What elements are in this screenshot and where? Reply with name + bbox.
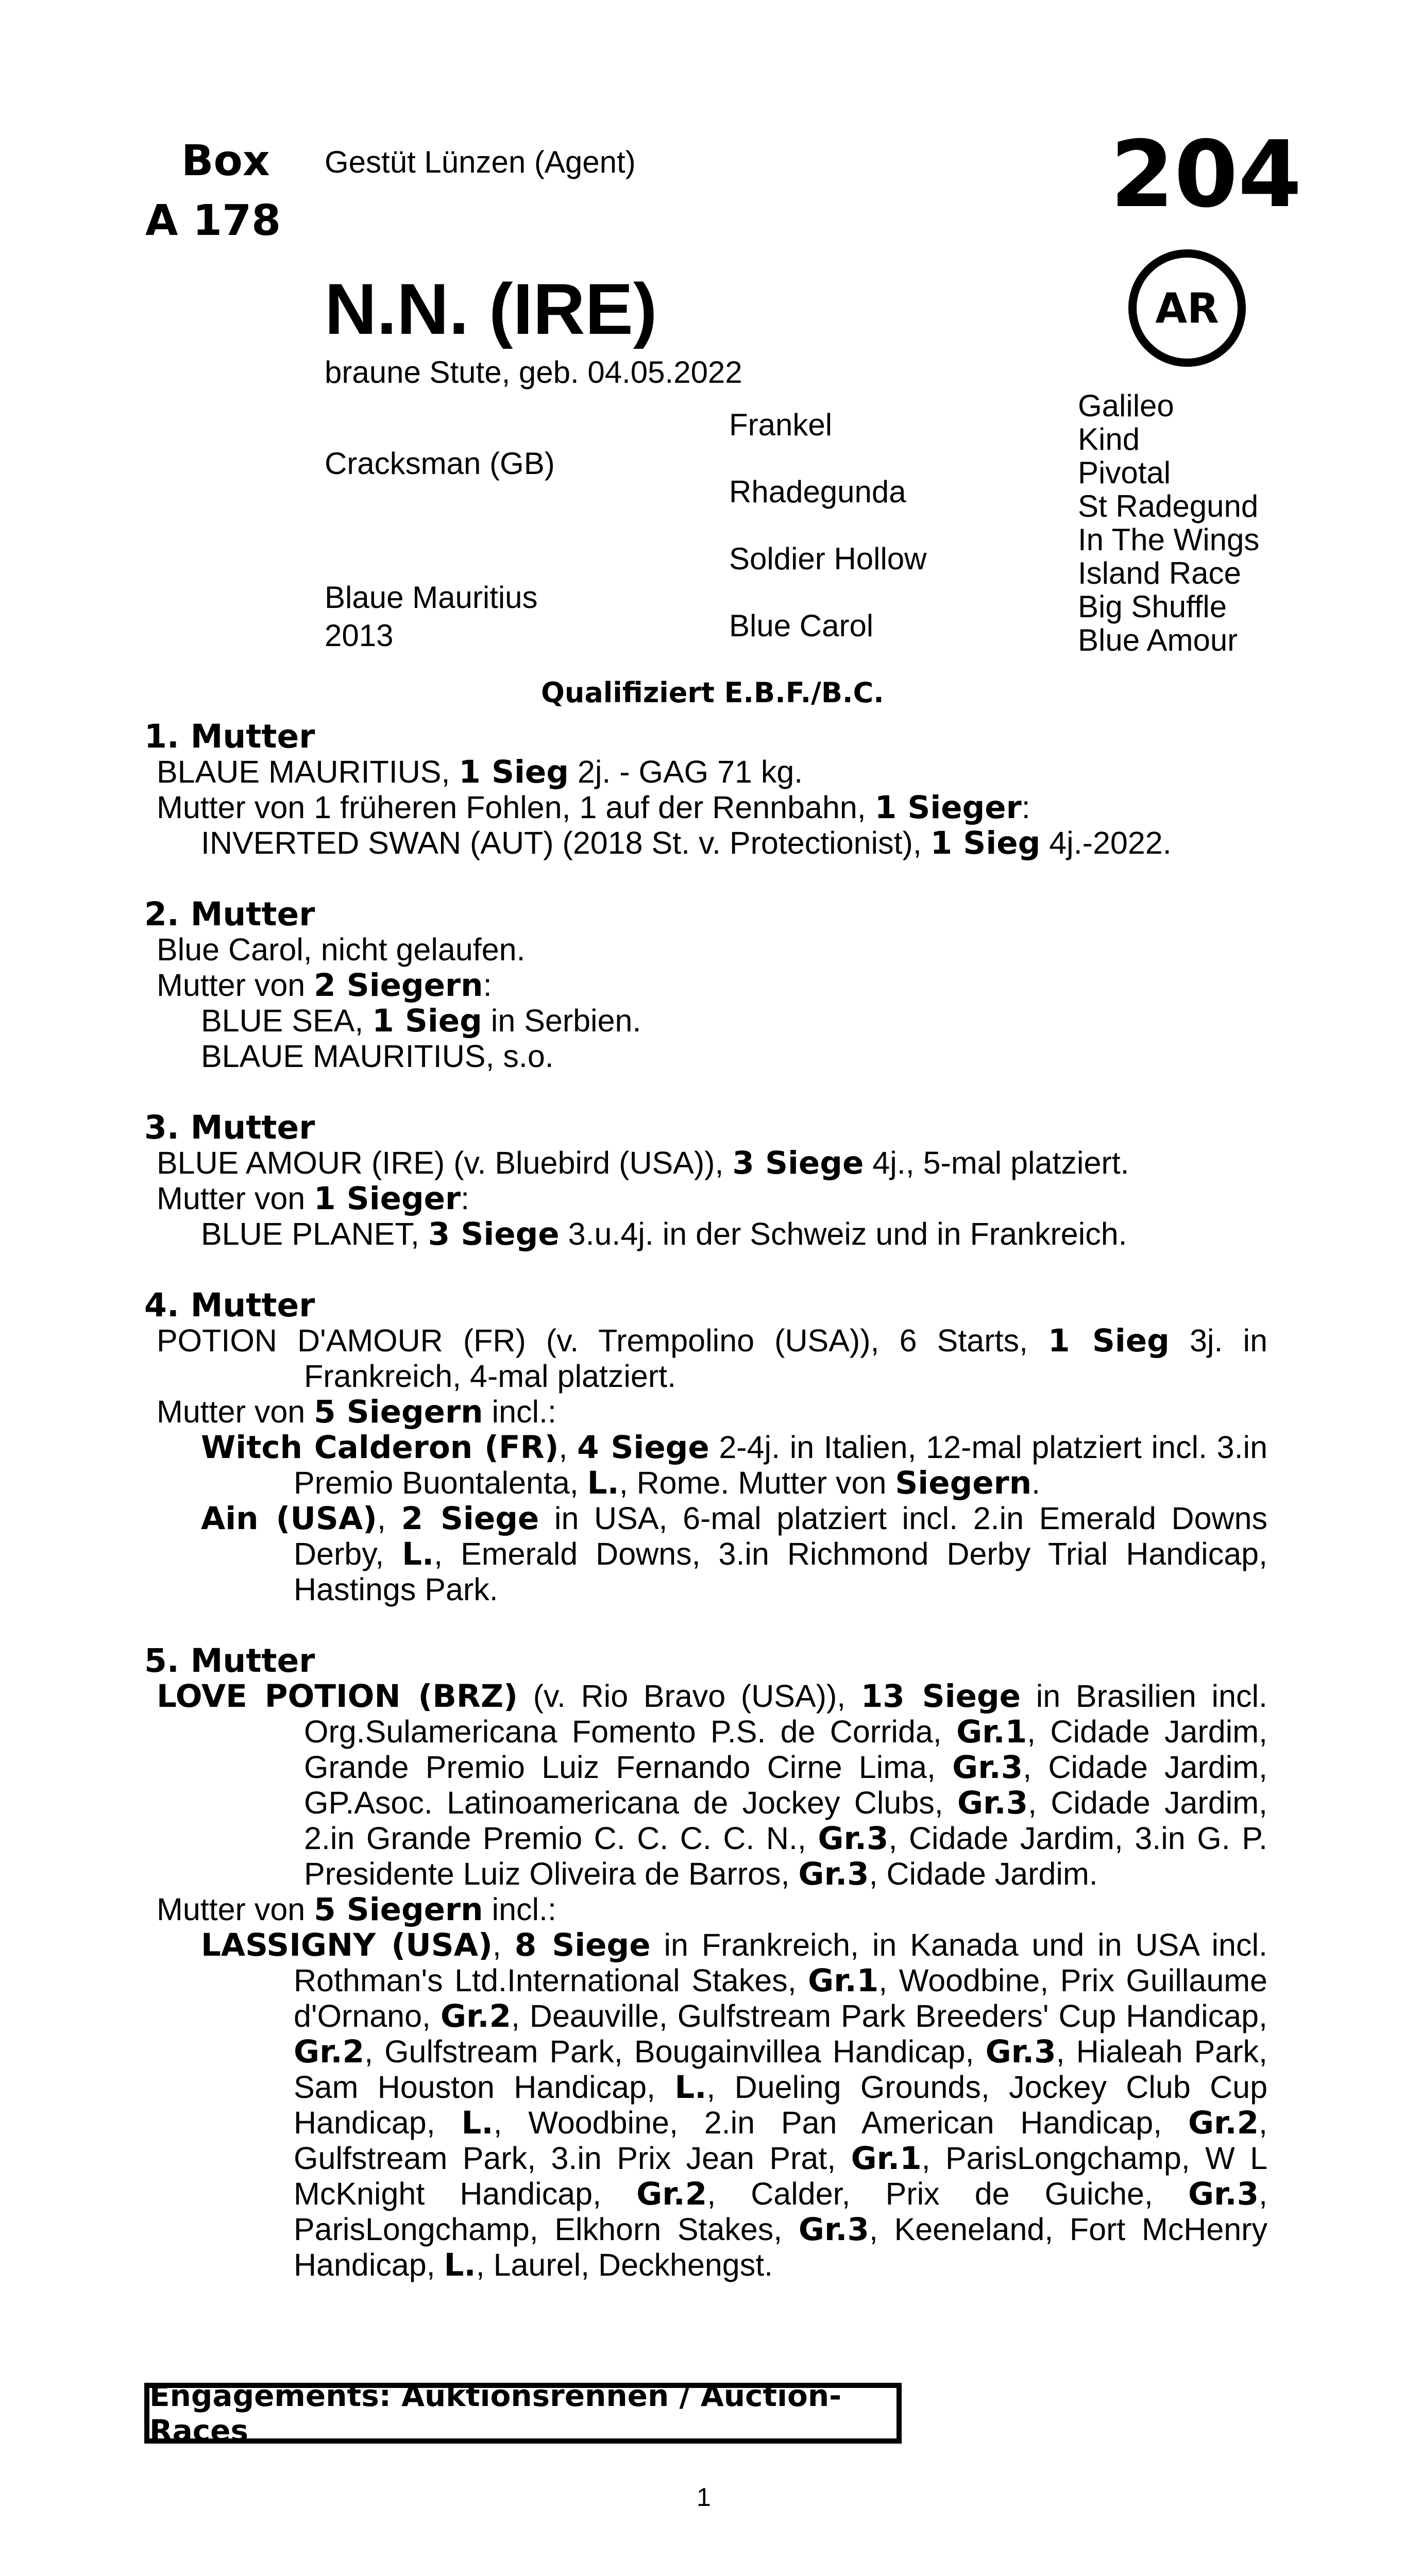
second-dam-produce-summary: Mutter von 2 Siegern: [157,967,492,1004]
pedigree-gen3-item: Island Race [1078,556,1241,590]
engagements-box: Engagements: Auktionsrennen / Auction-Races [144,2383,902,2444]
pedigree-gen3-list [1078,389,1259,657]
first-dam-record: BLAUE MAURITIUS, 1 Sieg 2j. - GAG 71 kg. [157,754,803,790]
fourth-dam-heading: 4. Mutter [144,1286,315,1324]
third-dam-produce-summary: Mutter von 1 Sieger: [157,1180,470,1217]
pedigree-gen2-item: Frankel [729,408,833,442]
pedigree-gen2-item: Blue Carol [729,608,874,643]
qualification: Qualifiziert E.B.F./B.C. [541,676,884,709]
pedigree-gen2-item: Soldier Hollow [729,541,927,576]
second-dam-heading: 2. Mutter [144,895,315,933]
fourth-dam-produce-summary: Mutter von 5 Siegern incl.: [157,1394,556,1430]
pedigree-gen3-item: In The Wings [1078,522,1260,557]
box-number: A 178 [145,196,281,245]
third-dam-record: BLUE AMOUR (IRE) (v. Bluebird (USA)), 3 Siege 4j., 5-mal platziert. [157,1145,1129,1181]
pedigree-gen2-item: Rhadegunda [729,474,906,509]
fifth-dam-record: LOVE POTION (BRZ) (v. Rio Bravo (USA)), 13 Siege in Brasilien incl. Org.Sulamericana Fomento P.S. de Corrida, Gr.1, Cidade Jardim, Grande Premio Luiz Fernando Cirne Lima, Gr.3, Cidade Jardim, GP.Asoc. Latinoamericana de Jockey Clubs, Gr.3, Cidade Jardim, 2.in Grande Premio C. C. C. C. N., Gr.3, Cidade Jardim, 3.in G. P. Presidente Luiz Oliveira de Barros, Gr.3, Cidade Jardim. [157,1678,1268,1892]
fifth-dam-produce: LASSIGNY (USA), 8 Siege in Frankreich, in Kanada und in USA incl. Rothman's Ltd.International Stakes, Gr.1, Woodbine, Prix Guillaume d'Ornano, Gr.2, Deauville, Gulfstream Park Breeders' Cup Handicap, Gr.2, Gulfstream Park, Bougainvillea Handicap, Gr.3, Hialeah Park, Sam Houston Handicap, L., Dueling Grounds, Jockey Club Cup Handicap, L., Woodbine, 2.in Pan American Handicap, Gr.2, Gulfstream Park, 3.in Prix Jean Prat, Gr.1, ParisLongchamp, W L McKnight Handicap, Gr.2, Calder, Prix de Guiche, Gr.3, ParisLongchamp, Elkhorn Stakes, Gr.3, Keeneland, Fort McHenry Handicap, L., Laurel, Deckhengst. [201,1927,1267,2283]
fourth-dam-produce: Ain (USA), 2 Siege in USA, 6-mal platziert incl. 2.in Emerald Downs Derby, L., Emerald Downs, 3.in Richmond Derby Trial Handicap, Hastings Park. [201,1500,1267,1607]
box-label: Box [181,137,270,185]
page-number: 1 [697,2483,711,2512]
pedigree-gen3-item: St Radegund [1078,489,1259,523]
pedigree-sire: Cracksman (GB) [325,446,555,481]
pedigree-gen3-item: Blue Amour [1078,623,1238,657]
second-dam-record: Blue Carol, nicht gelaufen. [157,932,526,967]
pedigree-gen3-item: Big Shuffle [1078,589,1227,624]
dam-lines [144,719,1267,2283]
fourth-dam-record: POTION D'AMOUR (FR) (v. Trempolino (USA)), 6 Starts, 1 Sieg 3j. in Frankreich, 4-mal platziert. [157,1323,1267,1394]
agent-name: Gestüt Lünzen (Agent) [325,145,636,179]
fourth-dam-produce: Witch Calderon (FR), 4 Siege 2-4j. in Italien, 12-mal platziert incl. 3.in Premio Buontalenta, L., Rome. Mutter von Siegern. [201,1429,1267,1501]
first-dam-heading: 1. Mutter [144,718,315,755]
pedigree-dam-year: 2013 [325,618,394,653]
second-dam-produce: BLUE SEA, 1 Sieg in Serbien. [201,1003,641,1039]
third-dam-heading: 3. Mutter [144,1109,315,1146]
horse-description: braune Stute, geb. 04.05.2022 [325,355,742,389]
first-dam-produce: INVERTED SWAN (AUT) (2018 St. v. Protectionist), 1 Sieg 4j.-2022. [201,825,1172,861]
horse-name: N.N. (IRE) [325,268,657,349]
fifth-dam-heading: 5. Mutter [144,1642,315,1680]
pedigree-gen3-item: Kind [1078,422,1140,456]
lot-number: 204 [1110,121,1302,228]
third-dam-produce: BLUE PLANET, 3 Siege 3.u.4j. in der Schweiz und in Frankreich. [201,1216,1127,1252]
fifth-dam-produce-summary: Mutter von 5 Siegern incl.: [157,1891,556,1928]
pedigree-dam: Blaue Mauritius [325,580,538,615]
first-dam-produce-summary: Mutter von 1 früheren Fohlen, 1 auf der Rennbahn, 1 Sieger: [157,789,1030,826]
second-dam-produce: BLAUE MAURITIUS, s.o. [201,1039,554,1074]
pedigree-gen3-item: Galileo [1078,388,1174,423]
ar-badge: AR [1128,249,1246,367]
pedigree-gen3-item: Pivotal [1078,455,1171,490]
